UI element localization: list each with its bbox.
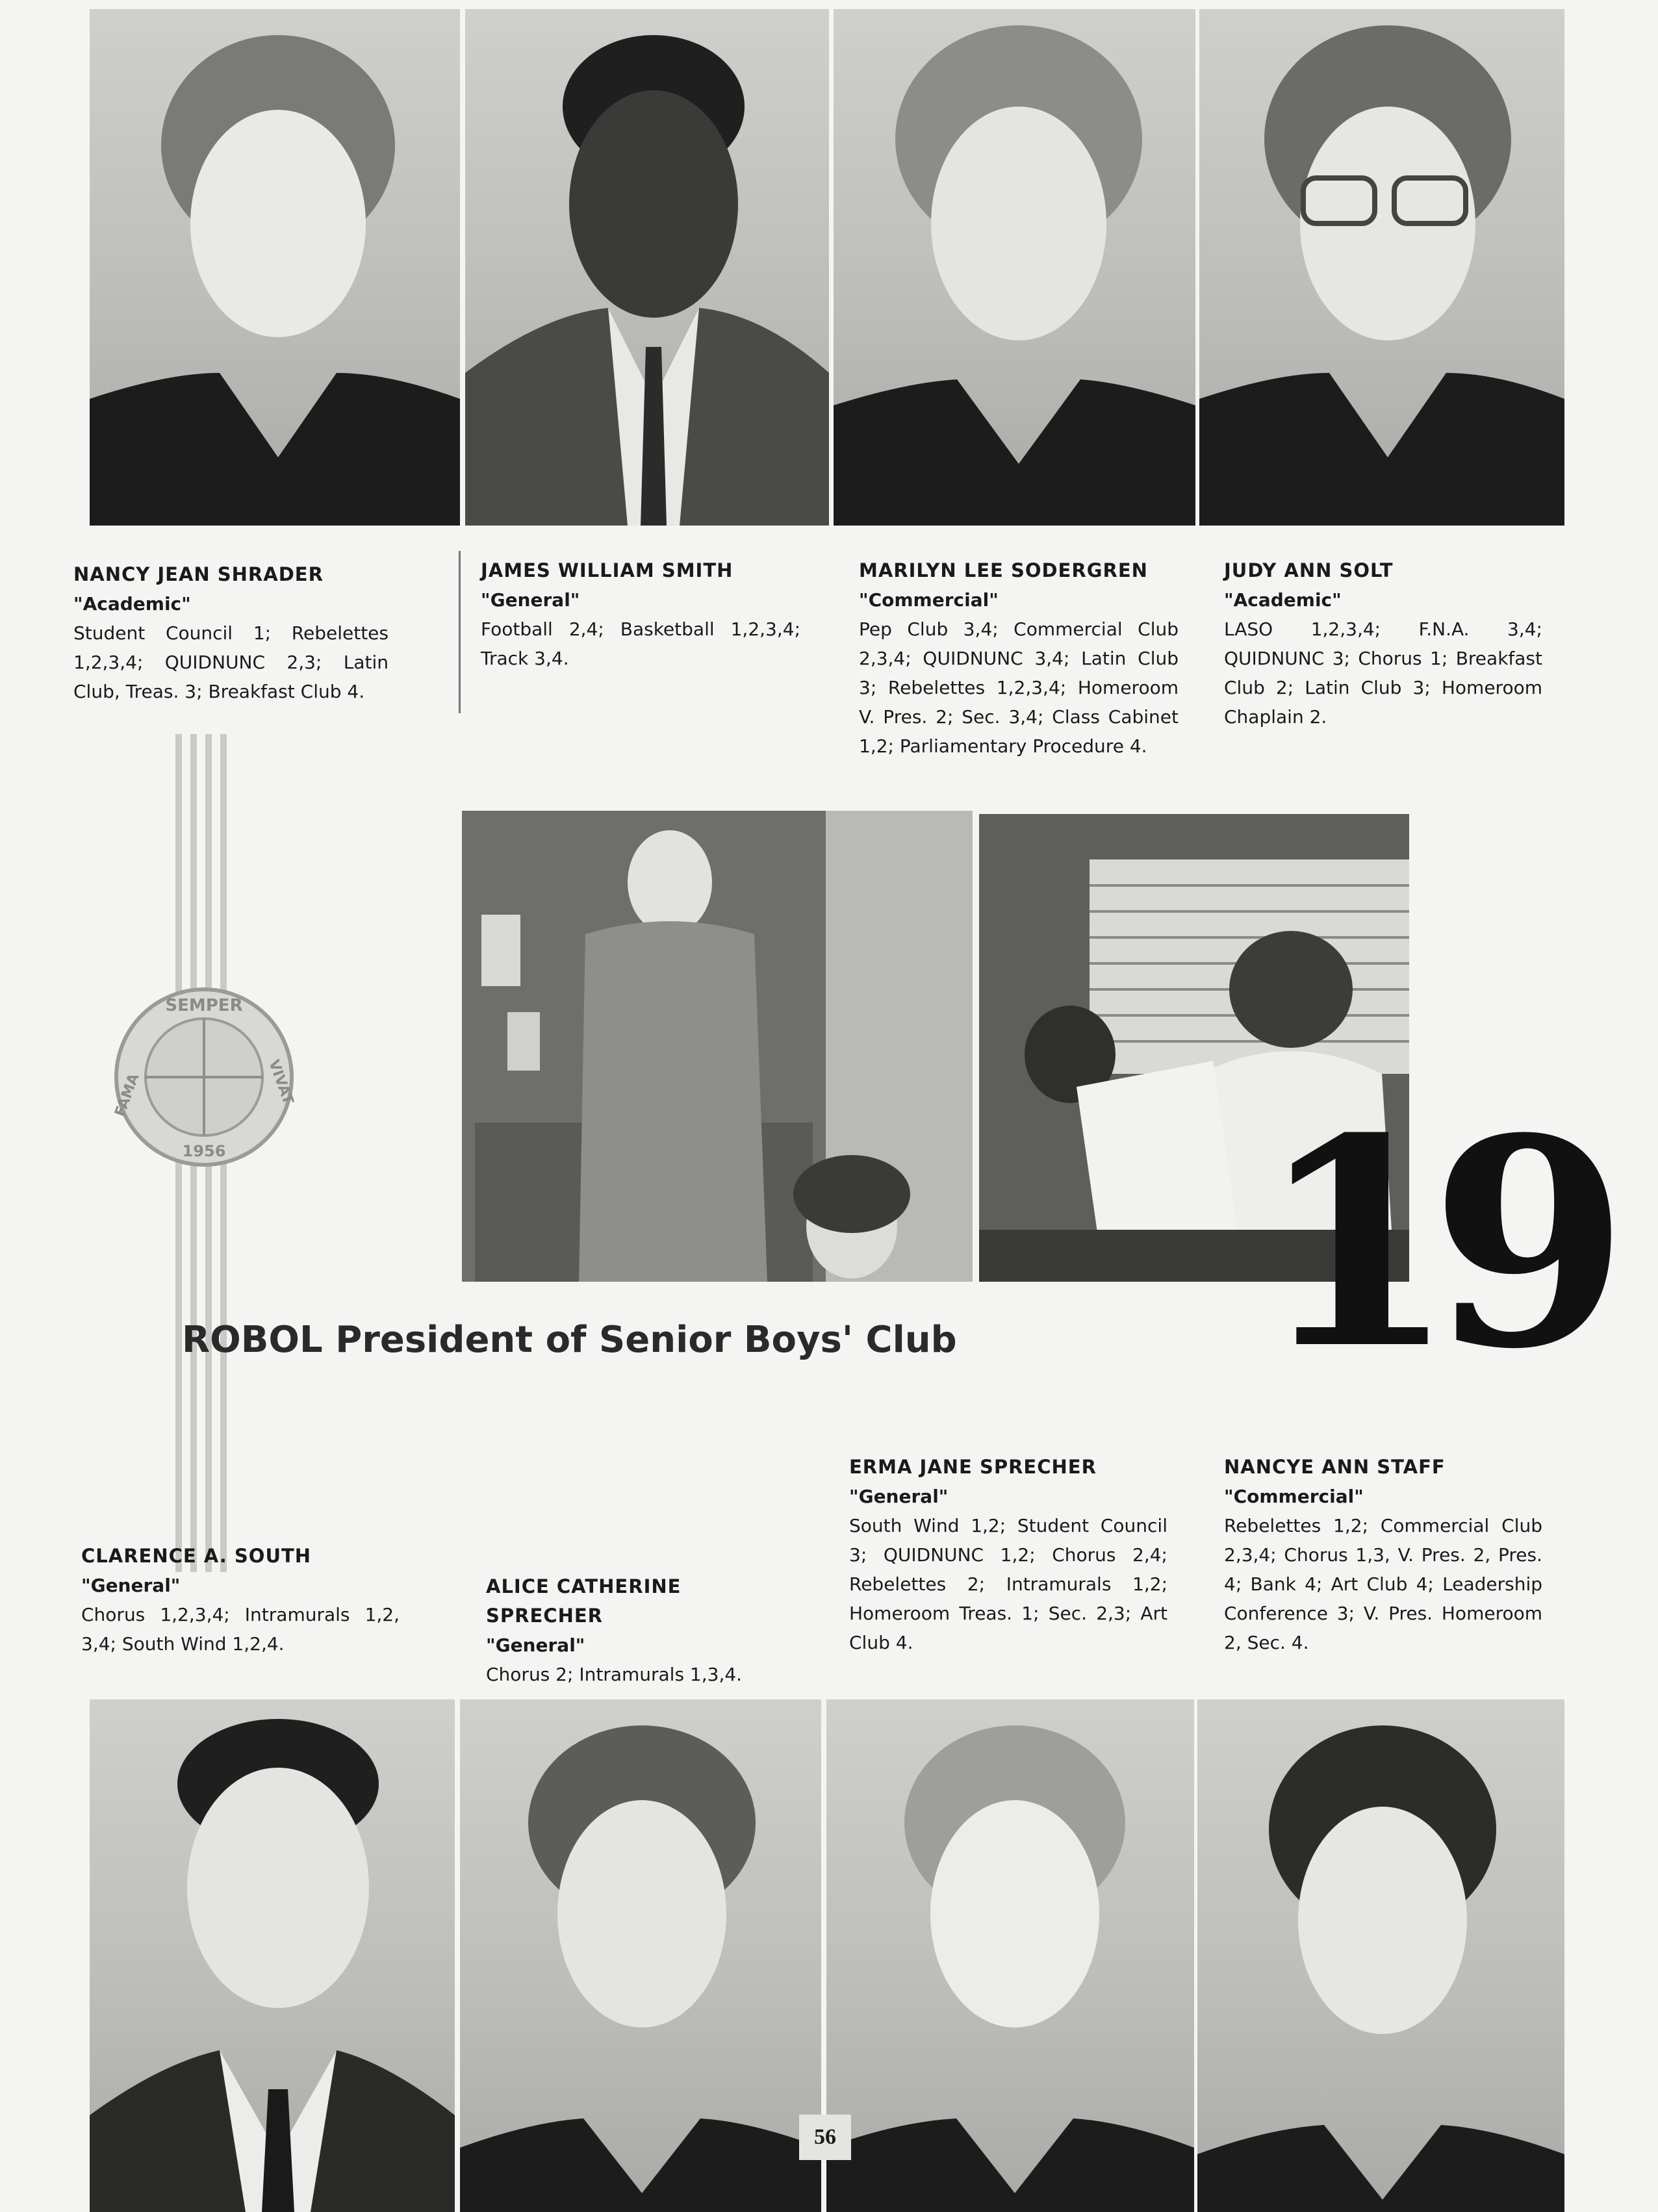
student-name: ALICE CATHERINE SPRECHER	[486, 1575, 682, 1627]
student-name: CLARENCE A. SOUTH	[81, 1545, 312, 1567]
year-graphic: 19	[1257, 1076, 1603, 1412]
student-course: "Commercial"	[1224, 1486, 1364, 1507]
student-name: MARILYN LEE SODERGREN	[859, 559, 1148, 581]
student-activities: LASO 1,2,3,4; F.N.A. 3,4; QUIDNUNC 3; Chorus 1; Breakfast Club 2; Latin Club 3; Homeroom Chaplain 2.	[1224, 618, 1542, 728]
seal-motto-right: VIVAT	[265, 1058, 295, 1107]
page-headline: ROBOL President of Senior Boys' Club	[182, 1319, 957, 1361]
student-bio	[481, 556, 800, 673]
seal-motto-top: SEMPER	[165, 996, 243, 1015]
student-activities: Rebelettes 1,2; Commercial Club 2,3,4; Chorus 1,3, V. Pres. 2, Pres. 4; Bank 4; Art Club 4; Leadership Conference 3; V. Pres. Homeroom 2, Sec. 4.	[1224, 1515, 1542, 1653]
student-activities: Pep Club 3,4; Commercial Club 2,3,4; QUIDNUNC 3,4; Latin Club 3; Rebelettes 1,2,3,4; Homeroom V. Pres. 2; Sec. 3,4; Class Cabinet 1,2; Parliamentary Procedure 4.	[859, 618, 1179, 757]
student-course: "General"	[81, 1575, 181, 1596]
portrait-photo	[1197, 1699, 1564, 2212]
student-bio	[81, 1542, 400, 1659]
seal-motto-left: FAMA	[113, 1071, 143, 1119]
student-course: "General"	[481, 589, 580, 611]
student-bio	[1224, 556, 1542, 731]
candid-photo	[462, 811, 973, 1282]
student-bio	[1224, 1453, 1542, 1657]
portrait-photo	[460, 1699, 821, 2212]
seal-year: 1956	[182, 1142, 226, 1160]
student-course: "General"	[849, 1486, 949, 1507]
student-name: ERMA JANE SPRECHER	[849, 1456, 1097, 1478]
portrait-photo	[90, 9, 460, 526]
student-name: JAMES WILLIAM SMITH	[481, 559, 733, 581]
school-seal	[113, 986, 295, 1168]
student-bio	[849, 1453, 1167, 1657]
student-activities: South Wind 1,2; Student Council 3; QUIDNUNC 1,2; Chorus 2,4; Rebelettes 2; Intramurals 1,2; Homeroom Treas. 1; Sec. 2,3; Art Club 4.	[849, 1515, 1167, 1653]
student-bio	[73, 560, 389, 706]
student-name: NANCY JEAN SHRADER	[73, 563, 324, 585]
portrait-photo	[465, 9, 829, 526]
student-name: JUDY ANN SOLT	[1224, 559, 1394, 581]
student-activities: Student Council 1; Rebelettes 1,2,3,4; QUIDNUNC 2,3; Latin Club, Treas. 3; Breakfast Club 4.	[73, 622, 389, 702]
student-activities: Chorus 2; Intramurals 1,3,4.	[486, 1664, 743, 1685]
student-bio	[486, 1572, 791, 1689]
student-activities: Football 2,4; Basketball 1,2,3,4; Track 3,4.	[481, 618, 800, 669]
page-number: 56	[799, 2115, 851, 2160]
portrait-photo	[834, 9, 1195, 526]
student-course: "Academic"	[73, 593, 191, 615]
student-course: "Commercial"	[859, 589, 999, 611]
student-name: NANCYE ANN STAFF	[1224, 1456, 1446, 1478]
student-course: "General"	[486, 1634, 585, 1656]
column-divider	[459, 551, 461, 713]
student-activities: Chorus 1,2,3,4; Intramurals 1,2, 3,4; South Wind 1,2,4.	[81, 1604, 400, 1655]
portrait-photo	[90, 1699, 455, 2212]
student-course: "Academic"	[1224, 589, 1342, 611]
student-bio	[859, 556, 1179, 761]
portrait-photo	[826, 1699, 1194, 2212]
portrait-photo	[1199, 9, 1564, 526]
